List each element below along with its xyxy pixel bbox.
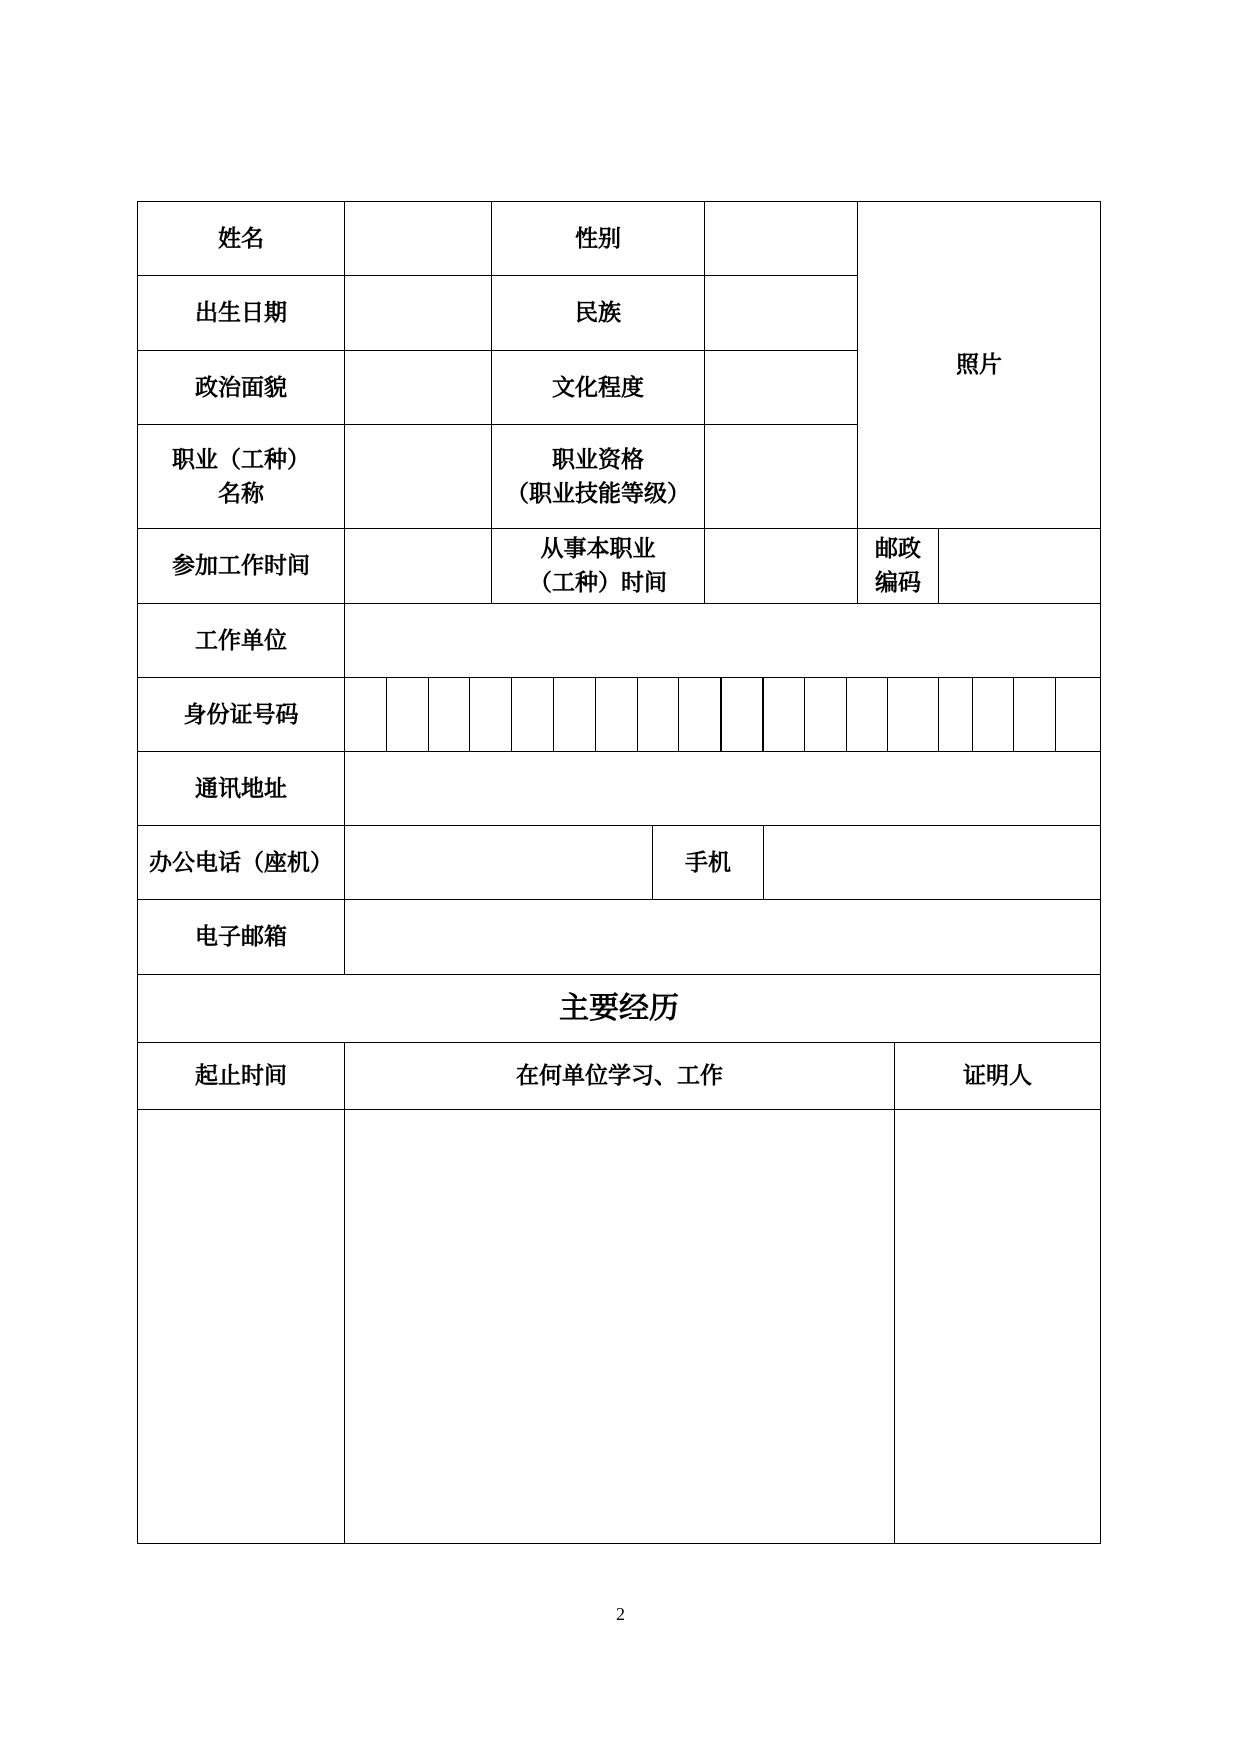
id-number-label-text: 身份证号码 [183, 701, 299, 728]
email-field[interactable] [345, 900, 1100, 974]
gender-field[interactable] [705, 202, 857, 275]
history-col-witness [895, 1043, 1100, 1109]
history-section-title [138, 975, 1100, 1042]
email-label [138, 900, 344, 974]
id-number-label [138, 678, 344, 751]
email-label-text: 电子邮箱 [195, 924, 287, 950]
occupation-label-line2: 名称 [218, 480, 264, 507]
occupation-label-line1: 职业（工种） [172, 446, 310, 473]
education-label [492, 351, 704, 424]
ethnicity-label [492, 276, 704, 350]
office-phone-label [138, 826, 344, 899]
postal-code-label-line2: 编码 [875, 570, 921, 596]
occupation-time-field[interactable] [705, 529, 857, 603]
history-title-text: 主要经历 [559, 990, 679, 1026]
mobile-label [653, 826, 763, 899]
address-field[interactable] [345, 752, 1100, 825]
history-witness-field[interactable] [895, 1110, 1100, 1543]
work-start-label-text: 参加工作时间 [172, 553, 310, 579]
qualification-label-line2: （职业技能等级） [506, 480, 690, 507]
employer-label-text: 工作单位 [195, 627, 287, 654]
postal-code-label-line1: 邮政 [875, 536, 921, 562]
occupation-time-label-line1: 从事本职业 [540, 536, 656, 562]
qualification-label-line1: 职业资格 [552, 446, 644, 473]
education-field[interactable] [705, 351, 857, 424]
history-col-unit [345, 1043, 894, 1109]
ethnicity-label-text: 民族 [575, 300, 621, 326]
mobile-field[interactable] [764, 826, 1100, 899]
occupation-field[interactable] [345, 425, 491, 528]
employer-label [138, 604, 344, 677]
occupation-time-label [492, 529, 704, 603]
qualification-field[interactable] [705, 425, 857, 528]
education-label-text: 文化程度 [552, 374, 644, 401]
table-border-bottom [137, 1543, 1101, 1544]
table-border-right [1100, 201, 1101, 1544]
history-col-period-text: 起止时间 [195, 1063, 287, 1089]
photo-label-text: 照片 [956, 352, 1002, 378]
history-unit-field[interactable] [345, 1110, 894, 1543]
name-field[interactable] [345, 202, 491, 275]
employer-field[interactable] [345, 604, 1100, 677]
birth-date-field[interactable] [345, 276, 491, 350]
office-phone-label-text: 办公电话（座机） [149, 849, 333, 876]
history-col-period [138, 1043, 344, 1109]
political-status-label-text: 政治面貌 [195, 374, 287, 401]
occupation-time-label-line2: （工种）时间 [529, 570, 667, 596]
id-number-field[interactable] [345, 678, 1100, 751]
address-label [138, 752, 344, 825]
ethnicity-field[interactable] [705, 276, 857, 350]
photo-placeholder [858, 202, 1100, 528]
history-col-witness-text: 证明人 [963, 1063, 1032, 1089]
birth-date-label [138, 276, 344, 350]
qualification-label [492, 425, 704, 528]
postal-code-field[interactable] [939, 529, 1100, 603]
name-label-text: 姓名 [218, 225, 264, 252]
gender-label [492, 202, 704, 275]
birth-date-label-text: 出生日期 [195, 300, 287, 326]
mobile-label-text: 手机 [685, 849, 731, 876]
occupation-label [138, 425, 344, 528]
work-start-field[interactable] [345, 529, 491, 603]
work-start-label [138, 529, 344, 603]
address-label-text: 通讯地址 [195, 775, 287, 802]
gender-label-text: 性别 [575, 225, 621, 252]
political-status-field[interactable] [345, 351, 491, 424]
office-phone-field[interactable] [345, 826, 652, 899]
history-col-unit-text: 在何单位学习、工作 [516, 1063, 723, 1089]
history-period-field[interactable] [138, 1110, 344, 1543]
political-status-label [138, 351, 344, 424]
name-label [138, 202, 344, 275]
page-number: 2 [616, 1604, 625, 1624]
postal-code-label [858, 529, 938, 603]
